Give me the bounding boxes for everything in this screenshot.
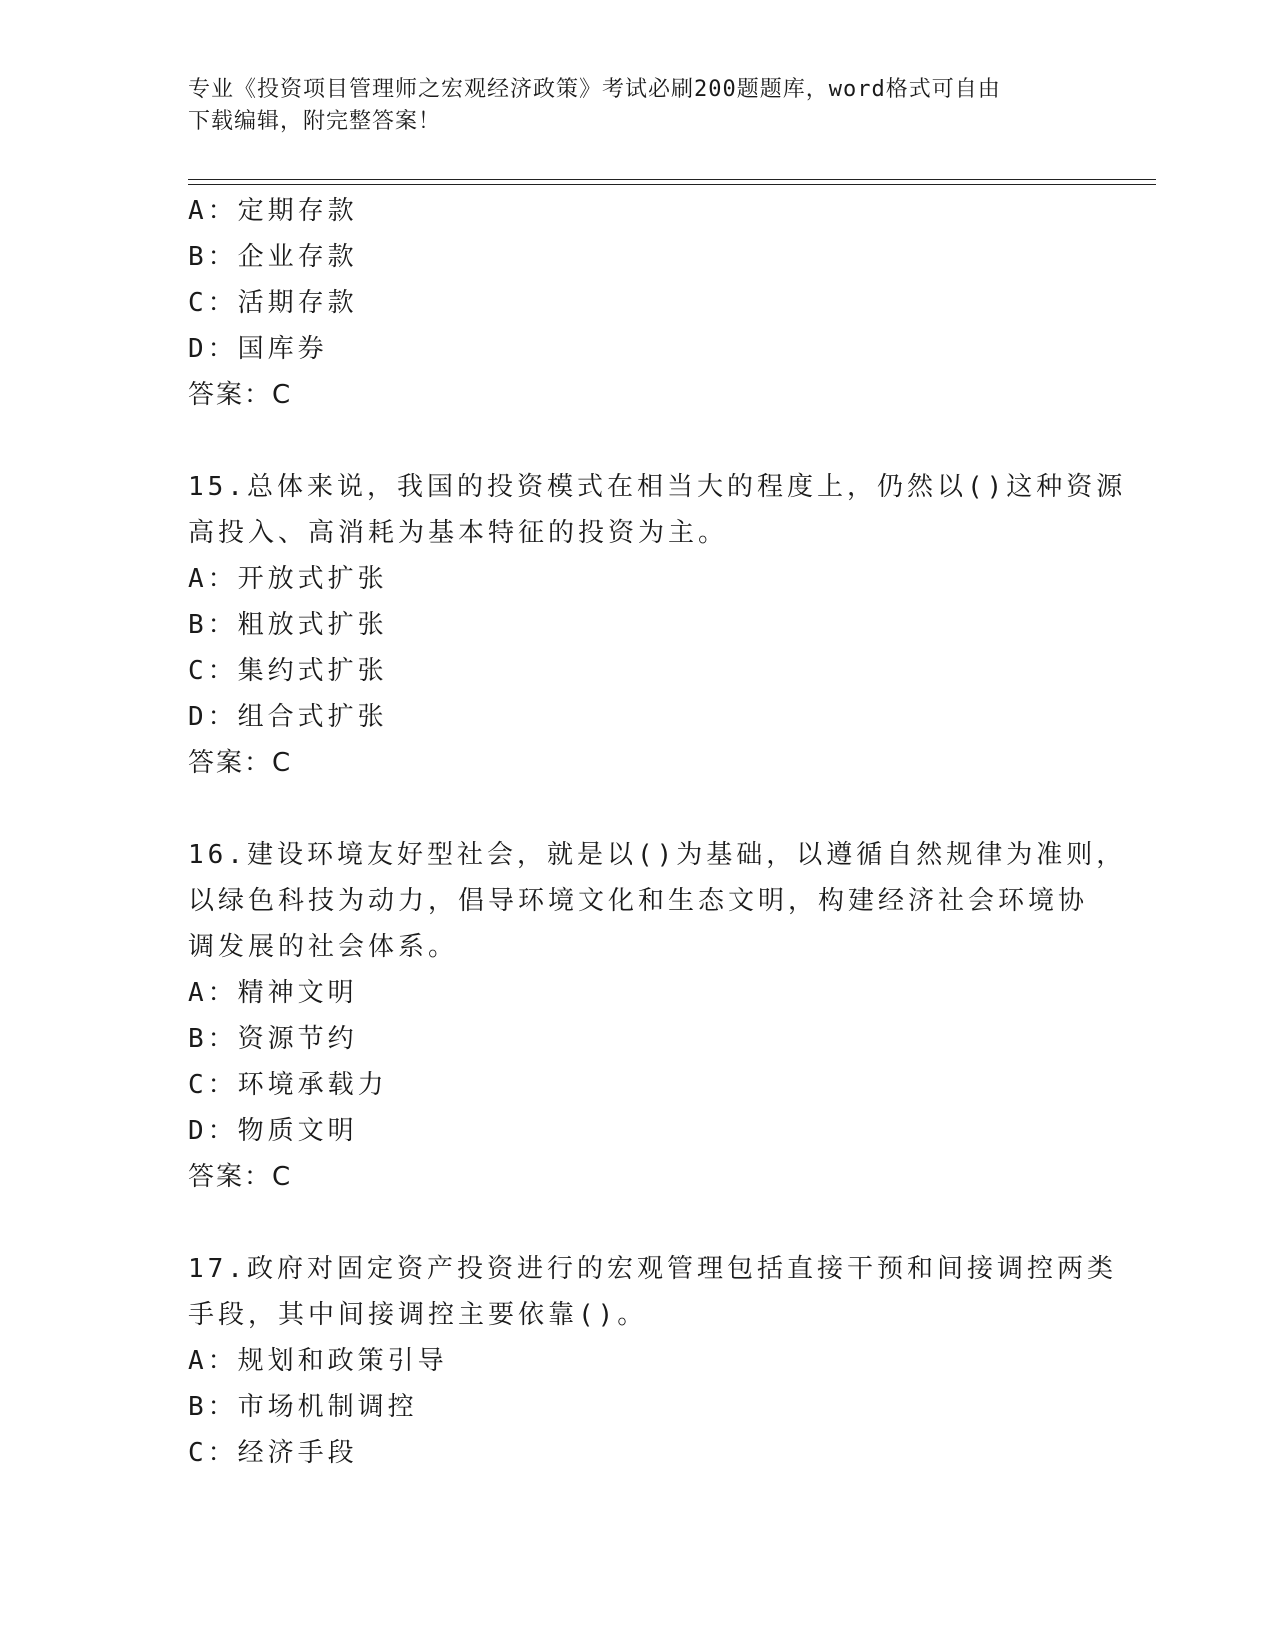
option-c: C：经济手段 bbox=[188, 1438, 358, 1468]
question-spacer bbox=[188, 1200, 1088, 1246]
question-text-line: 17.政府对固定资产投资进行的宏观管理包括直接干预和间接调控两类 bbox=[188, 1254, 1117, 1284]
header-line-2: 下载编辑，附完整答案！ bbox=[188, 109, 442, 134]
option-b: B：企业存款 bbox=[188, 242, 358, 272]
question-15 bbox=[188, 464, 1127, 786]
question-text-line: 高投入、高消耗为基本特征的投资为主。 bbox=[188, 518, 729, 548]
option-b: B：粗放式扩张 bbox=[188, 610, 388, 640]
question-17 bbox=[188, 1246, 1117, 1476]
answer-line: 答案：C bbox=[188, 748, 293, 778]
option-c: C：环境承载力 bbox=[188, 1070, 388, 1100]
question-text-line: 手段，其中间接调控主要依靠()。 bbox=[188, 1300, 648, 1330]
option-d: D：物质文明 bbox=[188, 1116, 358, 1146]
document-header bbox=[188, 74, 1068, 138]
header-divider-bottom bbox=[188, 184, 1156, 185]
option-a: A：定期存款 bbox=[188, 196, 358, 226]
option-a: A：精神文明 bbox=[188, 978, 358, 1008]
question-14 bbox=[188, 188, 1088, 418]
header-divider-top bbox=[188, 179, 1156, 180]
option-c: C：集约式扩张 bbox=[188, 656, 388, 686]
question-text-line: 15.总体来说，我国的投资模式在相当大的程度上，仍然以()这种资源 bbox=[188, 472, 1127, 502]
question-list bbox=[188, 188, 1127, 1476]
header-line-1: 专业《投资项目管理师之宏观经济政策》考试必刷200题题库，word格式可自由 bbox=[188, 77, 1001, 102]
option-b: B：市场机制调控 bbox=[188, 1392, 418, 1422]
option-d: D：组合式扩张 bbox=[188, 702, 388, 732]
option-b: B：资源节约 bbox=[188, 1024, 358, 1054]
option-c: C：活期存款 bbox=[188, 288, 358, 318]
option-d: D：国库券 bbox=[188, 334, 328, 364]
answer-line: 答案：C bbox=[188, 1162, 293, 1192]
question-text-line: 以绿色科技为动力，倡导环境文化和生态文明，构建经济社会环境协 bbox=[188, 886, 1089, 916]
question-16 bbox=[188, 832, 1127, 1200]
option-a: A：规划和政策引导 bbox=[188, 1346, 448, 1376]
question-text-line: 16.建设环境友好型社会，就是以()为基础，以遵循自然规律为准则， bbox=[188, 840, 1127, 870]
option-a: A：开放式扩张 bbox=[188, 564, 388, 594]
question-text-line: 调发展的社会体系。 bbox=[188, 932, 459, 962]
answer-line: 答案：C bbox=[188, 380, 293, 410]
question-spacer bbox=[188, 786, 1088, 832]
question-spacer bbox=[188, 418, 1088, 464]
